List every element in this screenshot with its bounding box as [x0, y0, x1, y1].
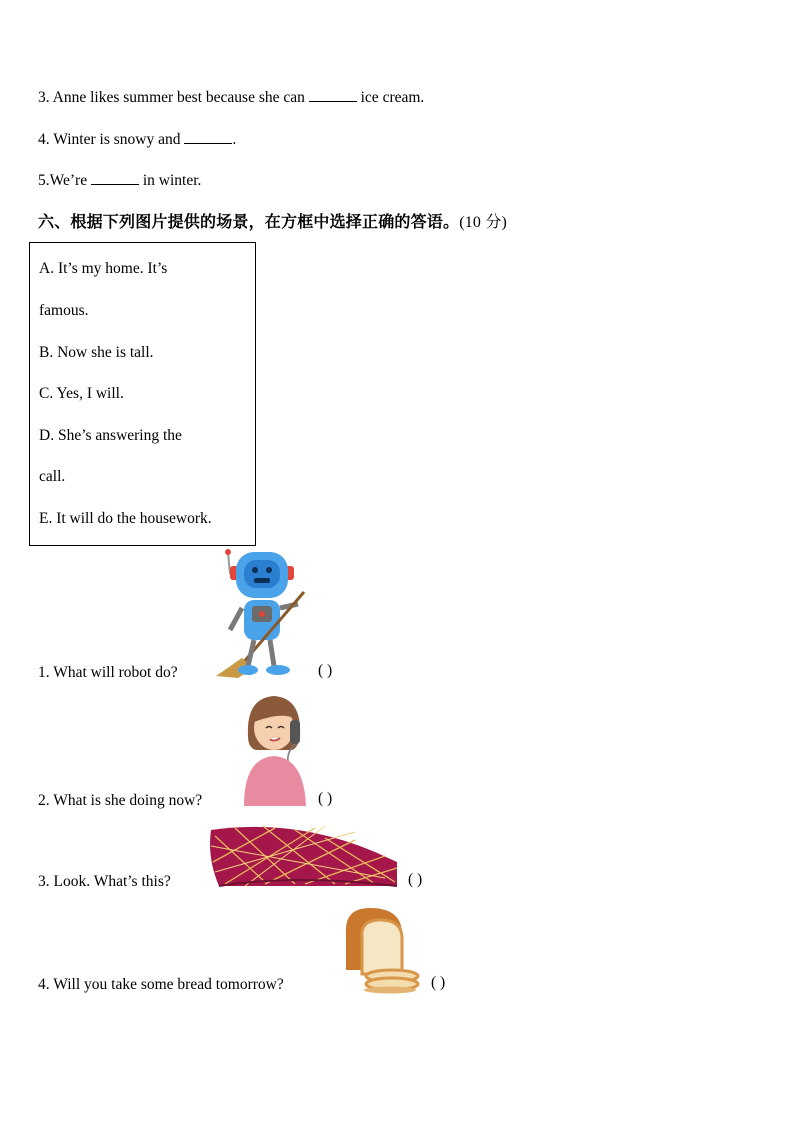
question-2: 2. What is she doing now?: [38, 792, 203, 809]
option-b: B. Now she is tall.: [39, 344, 154, 361]
birds-nest-stadium-icon: [205, 822, 399, 888]
section-heading-text: 六、根据下列图片提供的场景，在方框中选择正确的答语。: [38, 212, 460, 231]
fill-in-5: [38, 170, 201, 190]
option-c: C. Yes, I will.: [39, 385, 124, 402]
answer-paren-3[interactable]: ( ): [408, 871, 423, 888]
answer-blank[interactable]: [309, 87, 357, 102]
robot-sweeping-icon: [214, 548, 310, 680]
fill-in-text: in winter.: [138, 172, 202, 189]
question-4: 4. Will you take some bread tomorrow?: [38, 976, 284, 993]
fill-in-text: 3. Anne likes summer best because she can: [38, 89, 309, 106]
question-1: 1. What will robot do?: [38, 664, 178, 681]
question-3: 3. Look. What’s this?: [38, 873, 171, 890]
option-d-line2: call.: [39, 468, 66, 485]
section-score: (10 分): [459, 214, 508, 231]
fill-in-text: ice cream.: [356, 89, 425, 106]
fill-in-text: 4. Winter is snowy and: [38, 131, 185, 148]
answer-paren-2[interactable]: ( ): [318, 790, 333, 807]
answer-blank[interactable]: [184, 129, 232, 144]
answer-paren-1[interactable]: ( ): [318, 662, 333, 679]
fill-in-text: .: [232, 131, 237, 148]
option-e: E. It will do the housework.: [39, 510, 212, 527]
fill-in-4: [38, 129, 236, 149]
option-a-line1: A. It’s my home. It’s: [39, 260, 168, 277]
fill-in-3: [38, 87, 424, 107]
answer-blank[interactable]: [91, 170, 139, 185]
fill-in-text: 5.We’re: [38, 172, 91, 189]
answer-paren-4[interactable]: ( ): [431, 974, 446, 991]
option-a-line2: famous.: [39, 302, 89, 319]
bread-icon: [340, 904, 420, 994]
option-d-line1: D. She’s answering the: [39, 427, 182, 444]
options-box: [29, 242, 256, 546]
section-heading: [38, 209, 507, 232]
woman-phone-icon: [240, 692, 310, 806]
